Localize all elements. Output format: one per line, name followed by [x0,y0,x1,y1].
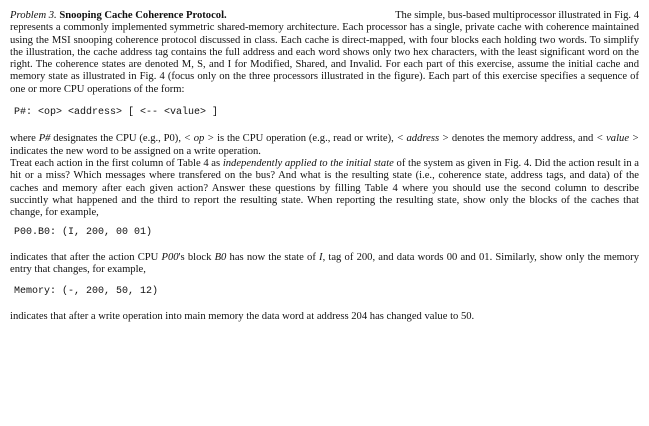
pnum-symbol: P# [38,133,51,145]
indicates-cache-paragraph [10,252,639,277]
where-text-2: designates the CPU (e.g., P0), [50,133,184,145]
cpu-symbol: P00 [161,251,179,263]
where-text-1: where [10,133,39,145]
problem-heading-line [10,10,639,22]
block-symbol: B0 [214,251,227,263]
indicates1-text-1: indicates that after the action CPU [10,251,162,263]
cache-example-code: P00.B0: (I, 200, 00 01) [14,227,153,239]
problem-title: Snooping Cache Coherence Protocol. [59,10,227,21]
op-symbol: < op > [183,133,215,145]
problem-heading [10,10,227,22]
problem-label: Problem 3. [10,10,57,21]
indicates1-text-3: has now the state of [226,251,320,263]
intro-lead-text: The simple, bus-based multiprocessor illustrated in Fig. 4 [395,10,639,21]
where-paragraph [10,133,639,219]
state-symbol: I [319,251,323,263]
intro-paragraph [10,10,639,96]
address-symbol: < address > [396,133,450,145]
where-text-3: is the CPU operation (e.g., read or write), [214,133,397,145]
value-symbol: < value > [596,133,639,145]
operation-format-code: P#: <op> <address> [ <-- <value> ] [14,107,219,119]
memory-example-code: Memory: (-, 200, 50, 12) [14,286,159,298]
intro-body-text: represents a commonly implemented symmetric shared-memory architecture. Each processor has a single, private cache with coherence maintained using the MSI snooping coherence protocol discussed in class. Each cache is direct-mapped, with four blocks each holding two words. To simplify the illustration, the cache address tag contains the full address and each word shows only two hex characters, with the least significant word on the right. The coherence states are denoted M, S, and I for Modified, Shared, and Invalid. For each part of this exercise, assume the initial cache and memory state as illustrated in Fig. 4 (focus only on the three processors illustrated in the figure). Each part of this exercise specifies a sequence of one or more CPU operations of the form: [10,22,639,95]
indicates1-text-2: 's block [178,251,215,263]
problem-page [10,10,639,323]
treat-text-2: of the system as given in Fig. 4. Did the action result in a hit or a miss? Which messages where transfered on the bus? And what is the resulting state (i.e., coherence state, address tags, and data) of the caches and memory after each given action? Answer these questions by filling Table 4 where you should use the second column to describe succintly what happened and the third to report the resulting state. When reporting the resulting state, show only the blocks of the caches that change, for example, [10,157,639,219]
treat-emphasis: independently applied to the initial state [222,157,394,169]
where-text-4: denotes the memory address, and [449,133,597,145]
indicates-memory-paragraph: indicates that after a write operation into main memory the data word at address 204 has changed value to 50. [10,310,475,322]
treat-text-1: Treat each action in the first column of Table 4 as [10,157,223,169]
indicates1-text-4: , tag of 200, and data words 00 and 01. Similarly, show only the memory entry that changes, for example, [10,251,640,276]
where-text-5: indicates the new word to be assigned on a write operation. [10,145,261,157]
